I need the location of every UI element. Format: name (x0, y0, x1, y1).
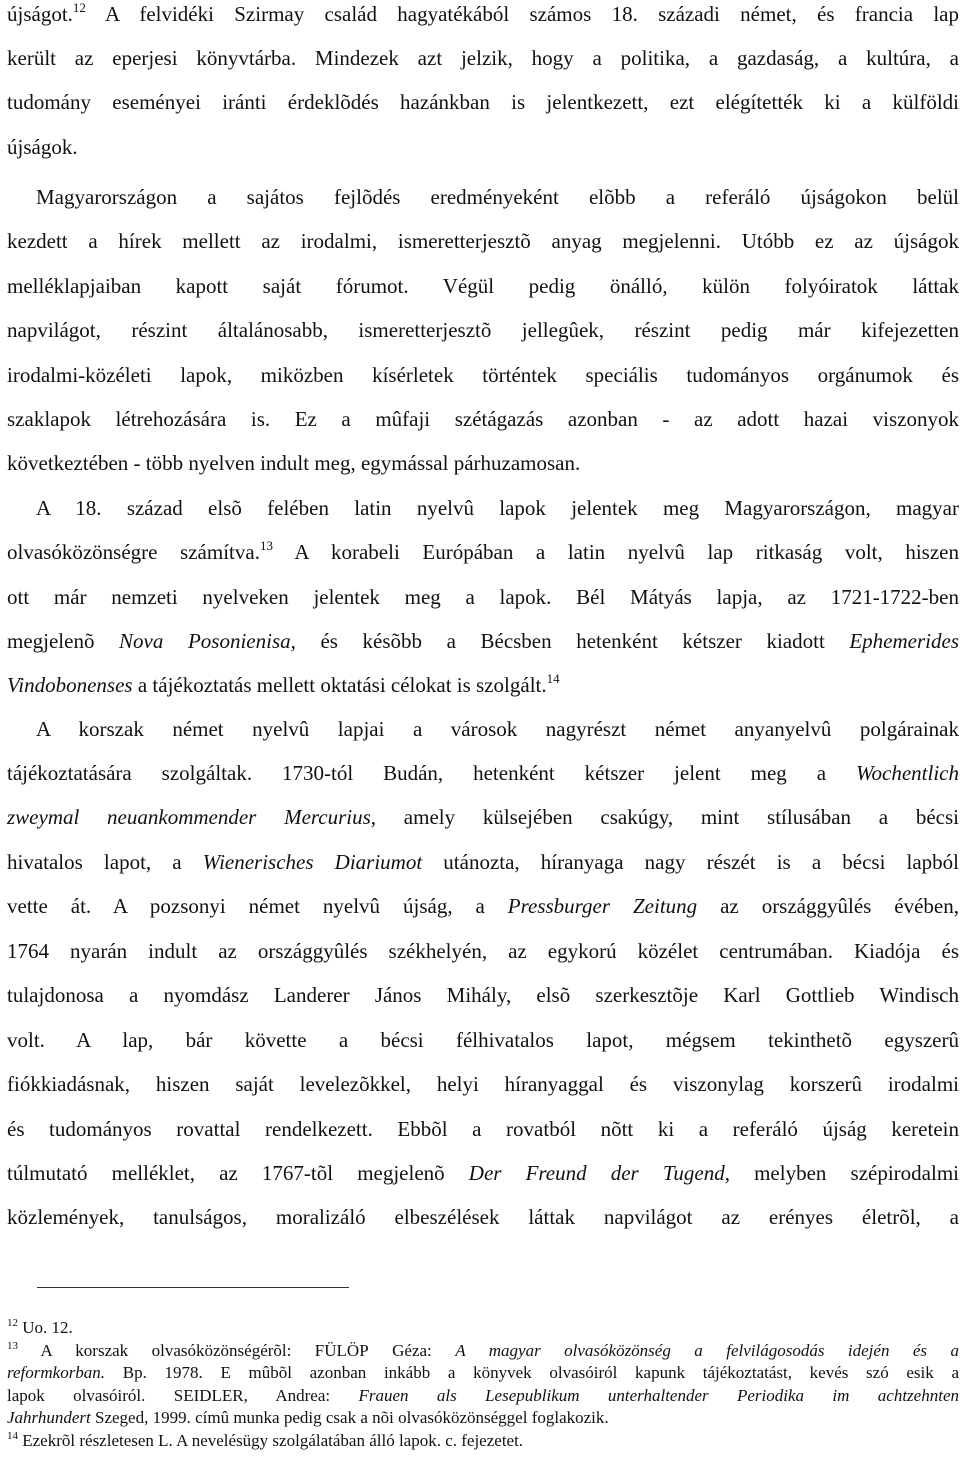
text-run: vette át. A pozsonyi német nyelvû újság, a (7, 894, 508, 918)
small-caps-text: ÜLÖP (324, 1341, 369, 1360)
text-run: fiókkiadásnak, hiszen saját levelezõkkel, helyi híranyaggal és viszonylag korszerû irodalmi (7, 1072, 959, 1096)
text-run: Ezekrõl részletesen L. A nevelésügy szolgálatában álló lapok. c. fejezetet. (18, 1431, 524, 1450)
italic-text: Jahrhundert (7, 1408, 91, 1427)
italic-text: Ephemerides (849, 629, 959, 653)
footnote-marker: 14 (7, 1430, 18, 1442)
body-line (7, 449, 959, 477)
body-line (7, 627, 959, 655)
footnote-marker: 13 (259, 538, 273, 553)
footnote-separator (37, 1287, 349, 1288)
footnote-line (7, 1362, 959, 1384)
body-line (7, 405, 959, 433)
text-run: napvilágot, részint általánosabb, ismeretterjesztõ jellegûek, részint pedig már kifejezetten (7, 318, 959, 342)
text-run: és késõbb a Bécsben hetenként kétszer kiadott (295, 629, 850, 653)
text-run: a tájékoztatás mellett oktatási célokat is szolgált. (132, 673, 547, 697)
body-line (7, 803, 959, 831)
italic-text: Nova Posonienisa, (119, 629, 296, 653)
text-run: A felvidéki Szirmay család hagyatékából számos 18. századi német, és francia lap (85, 2, 959, 26)
text-run: A korszak német nyelvû lapjai a városok nagyrészt német anyanyelvû polgárainak (36, 717, 959, 741)
text-run: újságot. (7, 2, 73, 26)
footnote-line (7, 1317, 959, 1339)
body-line (7, 892, 959, 920)
body-line (7, 0, 959, 28)
text-run: tudomány eseményei iránti érdeklõdés hazánkban is jelentkezett, ezt elégítették ki a külföldi (7, 90, 959, 114)
italic-text: zweymal neuankommender Mercurius (7, 805, 371, 829)
text-run: 1764 nyarán indult az országgyûlés székhelyén, az egykorú közélet centrumában. Kiadója és (7, 939, 959, 963)
text-run: megjelenõ (7, 629, 120, 653)
text-run: Géza: (368, 1341, 456, 1360)
footnote-line (7, 1407, 959, 1429)
text-run: utánozta, híranyaga nagy részét is a bécsi lapból (422, 850, 960, 874)
footnote-marker: 12 (7, 1317, 18, 1329)
footnote-marker: 13 (7, 1340, 18, 1352)
text-run: ott már nemzeti nyelveken jelentek meg a lapok. Bél Mátyás lapja, az 1721-1722-ben (7, 585, 959, 609)
footnote-line (7, 1340, 959, 1362)
text-run: az országgyûlés évében, (697, 894, 959, 918)
body-line (7, 316, 959, 344)
text-run: tulajdonosa a nyomdász Landerer János Mihály, elsõ szerkesztõje Karl Gottlieb Windisch (7, 983, 959, 1007)
body-line (7, 1070, 959, 1098)
small-caps-text: EIDLER (183, 1386, 244, 1405)
body-line (7, 44, 959, 72)
body-line (7, 133, 959, 161)
body-line (7, 272, 959, 300)
text-run: melléklapjaiban kapott saját fórumot. Végül pedig önálló, külön folyóiratok láttak (7, 274, 959, 298)
text-run: volt. A lap, bár követte a bécsi félhivatalos lapot, mégsem tekinthetõ egyszerû (7, 1028, 959, 1052)
text-run: szaklapok létrehozására is. Ez a mûfaji szétágazás azonban - az adott hazai viszonyok (7, 407, 959, 431)
italic-text: Frauen als Lesepublikum unterhaltender Periodika im achtzehnten (358, 1386, 959, 1405)
body-line (7, 538, 959, 566)
text-run: A 18. század elsõ felében latin nyelvû lapok jelentek meg Magyarországon, magyar (36, 496, 959, 520)
italic-text: Wienerisches Diariumot (202, 850, 423, 874)
text-run: Uo. 12. (18, 1318, 73, 1337)
text-run: és tudományos rovattal rendelkezett. Ebbõl a rovatból nõtt ki a referáló újság keretein (7, 1117, 959, 1141)
text-run: került az eperjesi könyvtárba. Mindezek azt jelzik, hogy a politika, a gazdaság, a kultúra, a (7, 46, 959, 70)
text-run: kezdett a hírek mellett az irodalmi, ismeretterjesztõ anyag megjelenni. Utóbb ez az újságok (7, 229, 959, 253)
body-line (7, 1203, 959, 1231)
text-run: A korszak olvasóközönségérõl: F (18, 1341, 325, 1360)
body-line (7, 88, 959, 116)
text-run: olvasóközönségre számítva. (7, 540, 260, 564)
text-run: irodalmi-közéleti lapok, miközben kísérletek történtek speciális tudományos orgánumok és (7, 363, 959, 387)
text-run: , amely külsejében csakúgy, mint stílusában a bécsi (370, 805, 959, 829)
italic-text: Pressburger Zeitung (507, 894, 698, 918)
body-line (7, 759, 959, 787)
text-run: hivatalos lapot, a (7, 850, 203, 874)
body-line (7, 671, 959, 699)
italic-text: reformkorban. (7, 1363, 106, 1382)
text-run: következtében - több nyelven indult meg, egymással párhuzamosan. (7, 451, 581, 475)
body-line (7, 361, 959, 389)
text-run: túlmutató melléklet, az 1767-tõl megjelenõ (7, 1161, 469, 1185)
footnote-marker: 14 (546, 671, 560, 686)
body-line (7, 848, 959, 876)
text-run: lapok olvasóiról. S (7, 1386, 184, 1405)
italic-text: Wochentlich (855, 761, 959, 785)
body-line (7, 494, 959, 522)
body-line (7, 715, 959, 743)
italic-text: Der Freund der Tugend (468, 1161, 725, 1185)
text-run: Szeged, 1999. címû munka pedig csak a nõi olvasóközönséggel foglakozik. (90, 1408, 609, 1427)
text-run: újságok. (7, 135, 78, 159)
text-run: Bp. 1978. E mûbõl azonban inkább a könyvek olvasóiról kapunk tájékoztatást, kevés szó esik a (105, 1363, 959, 1382)
text-run: , Andrea: (243, 1386, 359, 1405)
italic-text: A magyar olvasóközönség a felvilágosodás idején és a (455, 1341, 960, 1360)
footnote-line (7, 1385, 959, 1407)
body-line (7, 1159, 959, 1187)
footnote-line (7, 1430, 959, 1452)
text-run: A korabeli Európában a latin nyelvû lap ritkaság volt, hiszen (272, 540, 959, 564)
text-run: , melyben szépirodalmi (724, 1161, 959, 1185)
body-line (7, 583, 959, 611)
text-run: közlemények, tanulságos, moralizáló elbeszélések láttak napvilágot az erényes életrõl, a (7, 1205, 959, 1229)
italic-text: Vindobonenses (7, 673, 133, 697)
body-line (7, 981, 959, 1009)
body-line (7, 1115, 959, 1143)
body-line (7, 183, 959, 211)
body-line (7, 227, 959, 255)
text-run: Magyarországon a sajátos fejlõdés eredményeként elõbb a referáló újságokon belül (36, 185, 959, 209)
footnote-marker: 12 (72, 0, 86, 15)
body-line (7, 937, 959, 965)
text-run: tájékoztatására szolgáltak. 1730-tól Budán, hetenként kétszer jelent meg a (7, 761, 856, 785)
body-line (7, 1026, 959, 1054)
